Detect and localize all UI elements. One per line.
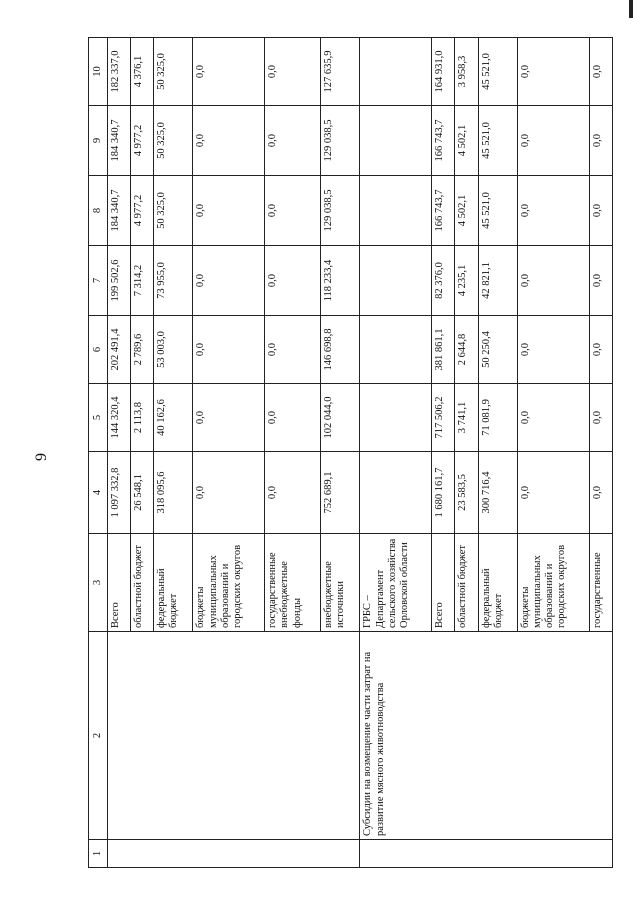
measure-title: Субсидии на возмещение части затрат на развитие мясного животноводства	[360, 632, 613, 840]
value-cell: 0,0	[589, 106, 612, 176]
row-label: Всего	[108, 534, 131, 632]
empty-cell	[360, 452, 432, 534]
value-cell: 7 314,2	[131, 246, 154, 316]
value-cell: 129 038,5	[321, 176, 360, 246]
value-cell: 182 337,0	[108, 38, 131, 106]
table-row	[360, 38, 432, 868]
value-cell: 0,0	[265, 38, 321, 106]
value-cell: 0,0	[517, 452, 589, 534]
value-cell: 0,0	[193, 106, 265, 176]
value-cell: 752 689,1	[321, 452, 360, 534]
value-cell: 1 097 332,8	[108, 452, 131, 534]
value-cell: 26 548,1	[131, 452, 154, 534]
table-header-row	[89, 38, 108, 868]
value-cell: 45 521,0	[478, 176, 517, 246]
value-cell: 127 635,9	[321, 38, 360, 106]
value-cell: 717 506,2	[432, 384, 455, 452]
value-cell: 300 716,4	[478, 452, 517, 534]
value-cell: 166 743,7	[432, 176, 455, 246]
empty-cell	[360, 316, 432, 384]
value-cell: 0,0	[589, 384, 612, 452]
value-cell: 4 376,1	[131, 38, 154, 106]
value-cell: 40 162,6	[154, 384, 193, 452]
value-cell: 50 250,4	[478, 316, 517, 384]
row-label: государственные	[589, 534, 612, 632]
value-cell: 144 320,4	[108, 384, 131, 452]
value-cell: 0,0	[517, 384, 589, 452]
rotated-table-wrapper	[88, 38, 613, 868]
value-cell: 50 325,0	[154, 176, 193, 246]
value-cell: 0,0	[517, 38, 589, 106]
row-label: бюджеты муниципальных образований и городских округов	[193, 534, 265, 632]
value-cell: 4 977,2	[131, 176, 154, 246]
value-cell: 4 502,1	[455, 106, 478, 176]
value-cell: 50 325,0	[154, 38, 193, 106]
value-cell: 0,0	[265, 384, 321, 452]
value-cell: 0,0	[193, 384, 265, 452]
value-cell: 2 644,8	[455, 316, 478, 384]
value-cell: 0,0	[193, 176, 265, 246]
value-cell: 0,0	[589, 246, 612, 316]
row-label: бюджеты муниципальных образований и городских округов	[517, 534, 589, 632]
row-label: федеральный бюджет	[478, 534, 517, 632]
value-cell: 0,0	[589, 176, 612, 246]
value-cell: 82 376,0	[432, 246, 455, 316]
row-label: внебюджетные источники	[321, 534, 360, 632]
value-cell: 0,0	[517, 176, 589, 246]
column-header: 8	[89, 176, 108, 246]
value-cell: 0,0	[193, 38, 265, 106]
column-header: 4	[89, 452, 108, 534]
row-label: государственные внебюджетные фонды	[265, 534, 321, 632]
row-label: областной бюджет	[455, 534, 478, 632]
value-cell: 45 521,0	[478, 106, 517, 176]
column-header: 3	[89, 534, 108, 632]
value-cell: 0,0	[265, 452, 321, 534]
row-label: областной бюджет	[131, 534, 154, 632]
empty-cell	[360, 384, 432, 452]
value-cell: 1 680 161,7	[432, 452, 455, 534]
value-cell: 0,0	[193, 452, 265, 534]
value-cell: 0,0	[517, 316, 589, 384]
value-cell: 2 789,6	[131, 316, 154, 384]
value-cell: 3 958,3	[455, 38, 478, 106]
page-number: 9	[33, 453, 50, 461]
value-cell: 2 113,8	[131, 384, 154, 452]
value-cell: 381 861,1	[432, 316, 455, 384]
column-header: 10	[89, 38, 108, 106]
value-cell: 0,0	[193, 246, 265, 316]
column-header: 7	[89, 246, 108, 316]
value-cell: 0,0	[265, 106, 321, 176]
value-cell: 42 821,1	[478, 246, 517, 316]
row-label: Всего	[432, 534, 455, 632]
value-cell: 184 340,7	[108, 106, 131, 176]
value-cell: 146 698,8	[321, 316, 360, 384]
value-cell: 23 583,5	[455, 452, 478, 534]
value-cell: 0,0	[589, 452, 612, 534]
value-cell: 0,0	[193, 316, 265, 384]
empty-cell	[360, 840, 613, 868]
value-cell: 184 340,7	[108, 176, 131, 246]
value-cell: 164 931,0	[432, 38, 455, 106]
value-cell: 45 521,0	[478, 38, 517, 106]
budget-table	[88, 37, 613, 868]
value-cell: 0,0	[589, 316, 612, 384]
grbs-label: ГРБС – Департамент сельского хозяйства Орловской области	[360, 534, 432, 632]
value-cell: 199 502,6	[108, 246, 131, 316]
value-cell: 166 743,7	[432, 106, 455, 176]
value-cell: 0,0	[517, 246, 589, 316]
value-cell: 202 491,4	[108, 316, 131, 384]
value-cell: 0,0	[265, 246, 321, 316]
value-cell: 129 038,5	[321, 106, 360, 176]
column-header: 5	[89, 384, 108, 452]
column-header: 6	[89, 316, 108, 384]
value-cell: 4 977,2	[131, 106, 154, 176]
value-cell: 73 955,0	[154, 246, 193, 316]
value-cell: 0,0	[265, 176, 321, 246]
column-header: 9	[89, 106, 108, 176]
value-cell: 0,0	[517, 106, 589, 176]
empty-cell	[360, 246, 432, 316]
value-cell: 3 741,1	[455, 384, 478, 452]
scan-edge-mark	[629, 0, 633, 18]
value-cell: 0,0	[265, 316, 321, 384]
table-row	[108, 38, 131, 868]
value-cell: 4 502,1	[455, 176, 478, 246]
value-cell: 102 044,0	[321, 384, 360, 452]
value-cell: 71 081,9	[478, 384, 517, 452]
row-label: федеральный бюджет	[154, 534, 193, 632]
column-header: 1	[89, 840, 108, 868]
empty-cell	[108, 632, 360, 840]
value-cell: 53 003,0	[154, 316, 193, 384]
empty-cell	[360, 176, 432, 246]
empty-cell	[360, 106, 432, 176]
value-cell: 118 233,4	[321, 246, 360, 316]
value-cell: 318 095,6	[154, 452, 193, 534]
value-cell: 50 325,0	[154, 106, 193, 176]
value-cell: 4 235,1	[455, 246, 478, 316]
column-header: 2	[89, 632, 108, 840]
empty-cell	[360, 38, 432, 106]
value-cell: 0,0	[589, 38, 612, 106]
empty-cell	[108, 840, 360, 868]
